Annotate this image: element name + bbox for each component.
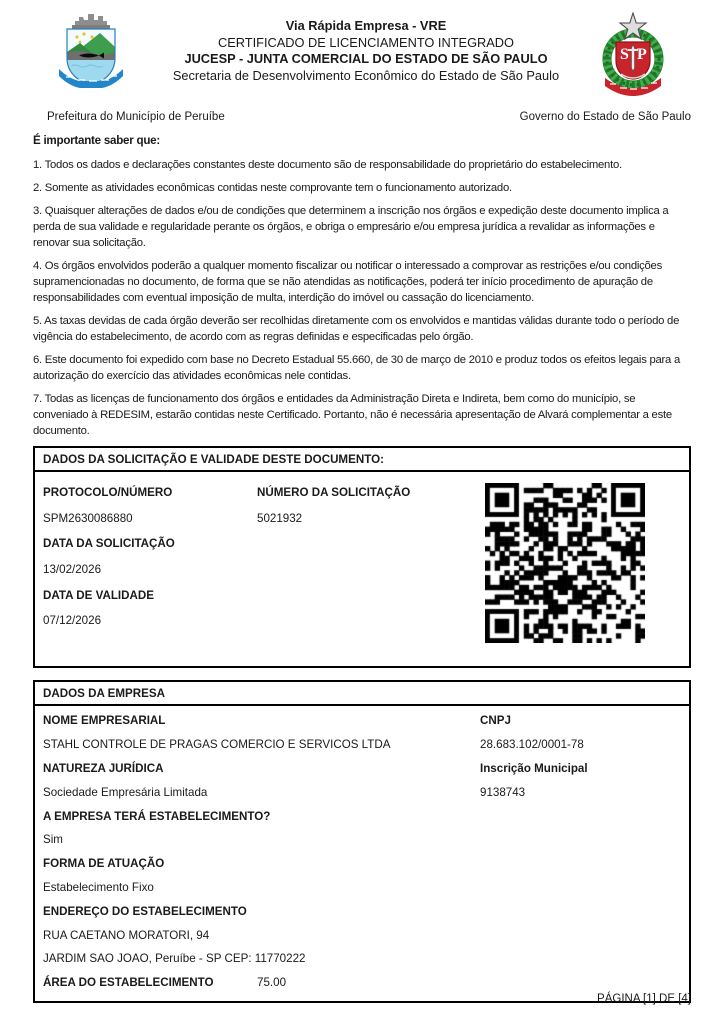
- request-number-value: 5021932: [257, 511, 303, 525]
- protocol-value: SPM2630086880: [43, 511, 133, 525]
- company-name-label: NOME EMPRESARIAL: [43, 714, 166, 728]
- document-title-block: [149, 12, 583, 84]
- notices-intro: É importante saber que:: [33, 134, 160, 147]
- municipality-label: Prefeitura do Município de Peruíbe: [47, 111, 225, 123]
- peruibe-coat-of-arms-icon: [53, 12, 129, 100]
- address-label: ENDEREÇO DO ESTABELECIMENTO: [43, 904, 247, 918]
- title-line-2: CERTIFICADO DE LICENCIAMENTO INTEGRADO: [217, 34, 515, 50]
- cnpj-label: CNPJ: [480, 714, 511, 728]
- has-establishment-value: Sim: [43, 833, 63, 847]
- validity-date-value: 07/12/2026: [43, 614, 102, 628]
- notice-item-5: 5. As taxas devidas de cada órgão deverão ser recolhidas diretamente com os envolvidos e mantidas válidas durante todo o período de vigência do estabelecimento, de acordo com as regras definidas e especificadas pelo órgão.: [33, 315, 680, 343]
- cnpj-value: 28.683.102/0001-78: [480, 738, 584, 752]
- address-line-2: JARDIM SAO JOAO, Peruíbe - SP CEP: 11770222: [43, 952, 306, 966]
- peruibe-coat-of-arms: [33, 12, 149, 105]
- municipal-registration-label: Inscrição Municipal: [480, 761, 588, 775]
- notice-item-2: 2. Somente as atividades econômicas contidas neste comprovante tem o funcionamento autorizado.: [33, 182, 512, 194]
- company-box-body: [35, 706, 689, 1001]
- sao-paulo-state-coat-of-arms: [583, 12, 691, 109]
- operation-mode-value: Estabelecimento Fixo: [43, 880, 154, 894]
- solicitation-box-title: DADOS DA SOLICITAÇÃO E VALIDADE DESTE DOCUMENTO:: [35, 448, 689, 472]
- validity-date-label: DATA DE VALIDADE: [43, 588, 154, 602]
- title-line-3: JUCESP - JUNTA COMERCIAL DO ESTADO DE SÃO PAULO: [184, 51, 548, 66]
- notice-item-3: 3. Quaisquer alterações de dados e/ou de condições que determinem a inscrição nos órgãos e expedição deste documento implica a perda de sua validade e regularidade perante os órgãos, e obriga o empresário e/ou empresa jurídica a revalidar as informações e renovar sua solicitação.: [33, 205, 669, 249]
- company-name-value: STAHL CONTROLE DE PRAGAS COMERCIO E SERVICOS LTDA: [43, 738, 391, 752]
- municipal-registration-value: 9138743: [480, 785, 526, 799]
- notice-item-1: 1. Todos os dados e declarações constantes deste documento são de responsabilidade do proprietário do estabelecimento.: [33, 159, 622, 171]
- sp-monogram-s: S: [620, 46, 629, 63]
- page-number: PÁGINA [1] DE [4]: [597, 993, 691, 1005]
- address-line-1: RUA CAETANO MORATORI, 94: [43, 928, 210, 942]
- legal-nature-value: Sociedade Empresária Limitada: [43, 785, 208, 799]
- sao-paulo-state-coat-of-arms-icon: [595, 12, 671, 104]
- qr-code: [485, 483, 645, 643]
- request-date-value: 13/02/2026: [43, 563, 102, 577]
- company-box: [33, 680, 691, 1003]
- solicitation-box: [33, 446, 691, 668]
- notice-item-6: 6. Este documento foi expedido com base no Decreto Estadual 55.660, de 30 de março de 2010 e produz todos os efeitos legais para a autorização do exercício das atividades econômicas nele contidas.: [33, 354, 681, 382]
- sp-monogram-p: P: [637, 46, 647, 63]
- area-label: ÁREA DO ESTABELECIMENTO: [43, 976, 214, 990]
- important-notices: [33, 133, 691, 439]
- request-date-label: DATA DA SOLICITAÇÃO: [43, 537, 175, 551]
- title-line-4: Secretaria de Desenvolvimento Econômico do Estado de São Paulo: [172, 67, 560, 83]
- company-box-title: DADOS DA EMPRESA: [35, 682, 689, 706]
- state-government-label: Governo do Estado de São Paulo: [519, 111, 691, 123]
- title-line-1: Via Rápida Empresa - VRE: [285, 18, 447, 33]
- notice-item-4: 4. Os órgãos envolvidos poderão a qualquer momento fiscalizar ou notificar o interessado a comprovar as restrições e/ou condições supramencionadas no documento, de forma que se não atendidas as notificações, poderá ter início procedimento de apuração de responsabilidades com eventual imposição de multa, interdição do imóvel ou cassação do licenciamento.: [33, 260, 662, 304]
- solicitation-box-body: [35, 472, 689, 666]
- protocol-label: PROTOCOLO/NÚMERO: [43, 486, 173, 500]
- operation-mode-label: FORMA DE ATUAÇÃO: [43, 857, 165, 871]
- notice-item-7: 7. Todas as licenças de funcionamento dos órgãos e entidades da Administração Direta e Indireta, bem como do município, se conveniado à REDESIM, estarão contidas neste Certificado. Portanto, não é necessária apresentação de Alvará complementar a este documento.: [33, 393, 672, 437]
- request-number-label: NÚMERO DA SOLICITAÇÃO: [257, 486, 411, 500]
- area-value: 75.00: [257, 976, 287, 990]
- government-entities-row: [33, 111, 691, 123]
- has-establishment-label: A EMPRESA TERÁ ESTABELECIMENTO?: [43, 809, 271, 823]
- document-header: [33, 12, 691, 109]
- legal-nature-label: NATUREZA JURÍDICA: [43, 761, 164, 775]
